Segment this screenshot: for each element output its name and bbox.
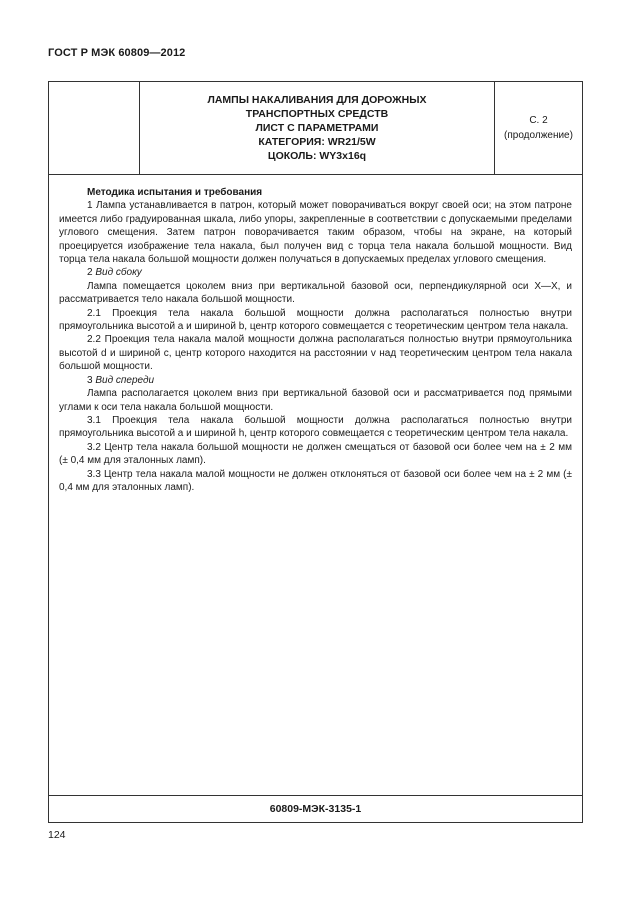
paragraph-3-heading — [59, 374, 572, 387]
paragraph-2-2: 2.2 Проекция тела накала малой мощности должна располагаться полностью внутри прямоугольника высотой d и шириной c, центр которого находится на расстоянии v над теоретическим центром тела накала большой мощности. — [59, 334, 572, 373]
paragraph-2-number: 2 — [87, 267, 96, 279]
title-block-empty-cell — [49, 82, 140, 174]
title-line-category: КАТЕГОРИЯ: WR21/5W — [258, 136, 376, 148]
section-title: Методика испытания и требования — [87, 187, 263, 198]
title-block — [49, 82, 582, 175]
title-line-2: ТРАНСПОРТНЫХ СРЕДСТВ — [245, 108, 389, 120]
test-method-text — [59, 186, 572, 494]
paragraph-3-1: 3.1 Проекция тела накала большой мощности должна располагаться полностью внутри прямоугольника высотой a и шириной h, центр которого совмещается с теоретическим центром тела накала. — [59, 414, 572, 440]
page-number: 124 — [48, 829, 66, 841]
sheet-code: 60809-МЭК-3135-1 — [49, 795, 582, 822]
title-line-cap: ЦОКОЛЬ: WY3x16q — [267, 150, 367, 162]
side-view-title: Вид сбоку — [95, 267, 142, 279]
paragraph-2-1: 2.1 Проекция тела накала большой мощности должна располагаться полностью внутри прямоугольника высотой a и шириной b, центр которого совмещается с теоретическим центром тела накала. — [59, 307, 572, 333]
paragraph-2-heading — [59, 266, 572, 279]
datasheet-frame — [48, 81, 583, 823]
paragraph-3: Лампа располагается цоколем вниз при вертикальной базовой оси и рассматривается под прямыми углами к оси тела накала большой мощности. — [59, 388, 572, 413]
standard-designation: ГОСТ Р МЭК 60809—2012 — [48, 47, 186, 59]
paragraph-2: Лампа помещается цоколем вниз при вертикальной базовой оси, перпендикулярной оси X—X, и рассматривается тело накала большой мощности. — [59, 280, 572, 306]
paragraph-3-2: 3.2 Центр тела накала большой мощности не должен смещаться от базовой оси более чем на ± 2 мм (± 0,4 мм для эталонных ламп). — [59, 441, 572, 467]
title-line-3: ЛИСТ С ПАРАМЕТРАМИ — [255, 122, 379, 134]
paragraph-1: 1 Лампа устанавливается в патрон, который может поворачиваться вокруг своей оси; на этом патроне имеется либо градуированная шкала, либо упоры, закрепленные в соответствии с допускаемыми пределами углового смещения. Затем патрон поворачивается таким образом, чтобы на экране, на который проецируется изображение тела накала, был получен вид с торца тела накала большой мощности. Вид торца тела накала большой мощности должен получаться в допускаемых пределах углового смещения. — [59, 200, 572, 266]
page-info — [495, 82, 582, 174]
front-view-title: Вид спереди — [95, 374, 155, 386]
title-line-1: ЛАМПЫ НАКАЛИВАНИЯ ДЛЯ ДОРОЖНЫХ — [207, 94, 427, 106]
paragraph-3-number: 3 — [87, 374, 96, 386]
page-label: С. 2 — [529, 115, 548, 126]
sheet-title — [140, 82, 495, 174]
page-note: (продолжение) — [504, 130, 573, 141]
paragraph-3-3: 3.3 Центр тела накала малой мощности не должен отклоняться от базовой оси более чем на ± 2 мм (± 0,4 мм для эталонных ламп). — [59, 468, 572, 493]
